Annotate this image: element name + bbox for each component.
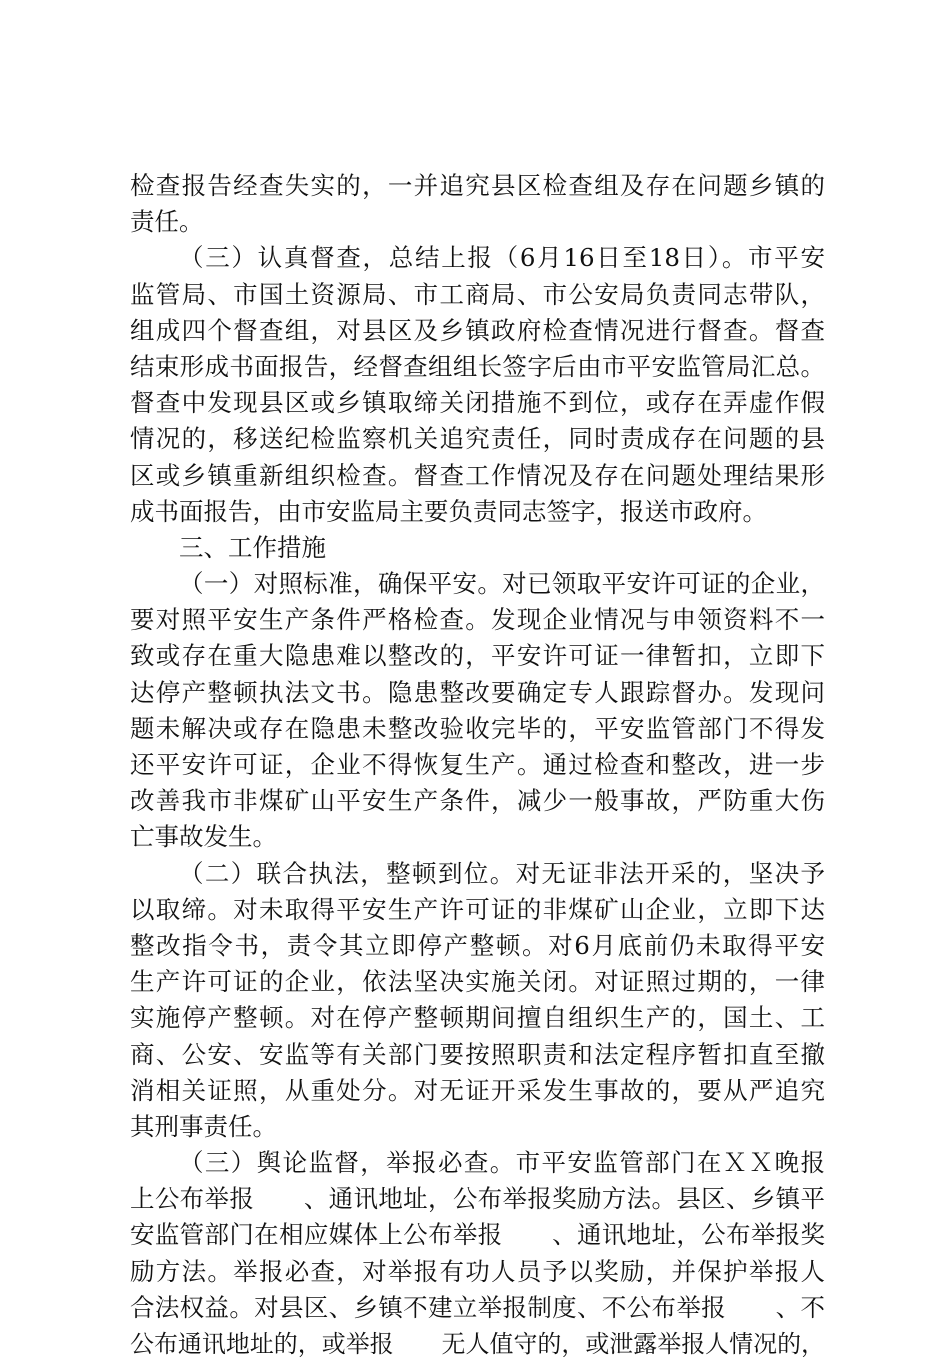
text-line: 责任。: [130, 207, 204, 237]
text-line: 亡事故发生。: [130, 822, 277, 852]
text-line: 以取缔。对未取得平安生产许可证的非煤矿山企业，立即下达: [130, 894, 825, 924]
text-line: （一）对照标准，确保平安。对已领取平安许可证的企业，: [179, 569, 825, 599]
text-line: 情况的，移送纪检监察机关追究责任，同时责成存在问题的县: [130, 424, 825, 454]
text-line: 检查报告经查失实的，一并追究县区检查组及存在问题乡镇的: [130, 171, 825, 200]
text-line: 改善我市非煤矿山平安生产条件，减少一般事故，严防重大伤: [130, 786, 825, 816]
text-line: 其刑事责任。: [130, 1111, 277, 1141]
text-line: 商、公安、安监等有关部门要按照职责和法定程序暂扣直至撤: [130, 1039, 825, 1069]
text-line: 区或乡镇重新组织检查。督查工作情况及存在问题处理结果形: [130, 460, 825, 490]
text-line: 上公布举报 、通讯地址，公布举报奖励方法。县区、乡镇平: [130, 1184, 825, 1214]
document-body: [130, 168, 825, 1362]
text-line: 三、工作措施: [179, 532, 326, 562]
text-line: 励方法。举报必查，对举报有功人员予以奖励，并保护举报人: [130, 1256, 825, 1286]
text-line: 结束形成书面报告，经督查组组长签字后由市平安监管局汇总。: [130, 351, 825, 381]
text-line: 成书面报告，由市安监局主要负责同志签字，报送市政府。: [130, 496, 767, 526]
text-line: 致或存在重大隐患难以整改的，平安许可证一律暂扣，立即下: [130, 641, 825, 671]
text-line: 达停产整顿执法文书。隐患整改要确定专人跟踪督办。发现问: [130, 677, 825, 707]
text-line: 题未解决或存在隐患未整改验收完毕的，平安监管部门不得发: [130, 713, 825, 743]
text-line: （二）联合执法，整顿到位。对无证非法开采的，坚决予: [179, 858, 825, 888]
text-line: 安监管部门在相应媒体上公布举报 、通讯地址，公布举报奖: [130, 1220, 825, 1250]
text-line: （三）认真督查，总结上报（6月16日至18日）。市平安: [179, 243, 825, 273]
text-line: 实施停产整顿。对在停产整顿期间擅自组织生产的，国土、工: [130, 1003, 825, 1033]
text-line: 公布通讯地址的，或举报 无人值守的，或泄露举报人情况的，: [130, 1330, 825, 1358]
text-line: 监管局、市国土资源局、市工商局、市公安局负责同志带队，: [130, 279, 825, 309]
text-line: 消相关证照，从重处分。对无证开采发生事故的，要从严追究: [130, 1075, 825, 1105]
text-line: 合法权益。对县区、乡镇不建立举报制度、不公布举报 、不: [130, 1292, 825, 1322]
text-line: （三）舆论监督，举报必查。市平安监管部门在ＸＸ晚报: [179, 1148, 825, 1178]
text-line: 要对照平安生产条件严格检查。发现企业情况与申领资料不一: [130, 605, 825, 635]
text-line: 还平安许可证，企业不得恢复生产。通过检查和整改，进一步: [130, 750, 825, 779]
text-line: 组成四个督查组，对县区及乡镇政府检查情况进行督查。督查: [130, 315, 825, 345]
text-line: 生产许可证的企业，依法坚决实施关闭。对证照过期的，一律: [130, 967, 825, 997]
text-line: 整改指令书，责令其立即停产整顿。对6月底前仍未取得平安: [130, 930, 825, 960]
text-line: 督查中发现县区或乡镇取缔关闭措施不到位，或存在弄虚作假: [130, 388, 825, 418]
